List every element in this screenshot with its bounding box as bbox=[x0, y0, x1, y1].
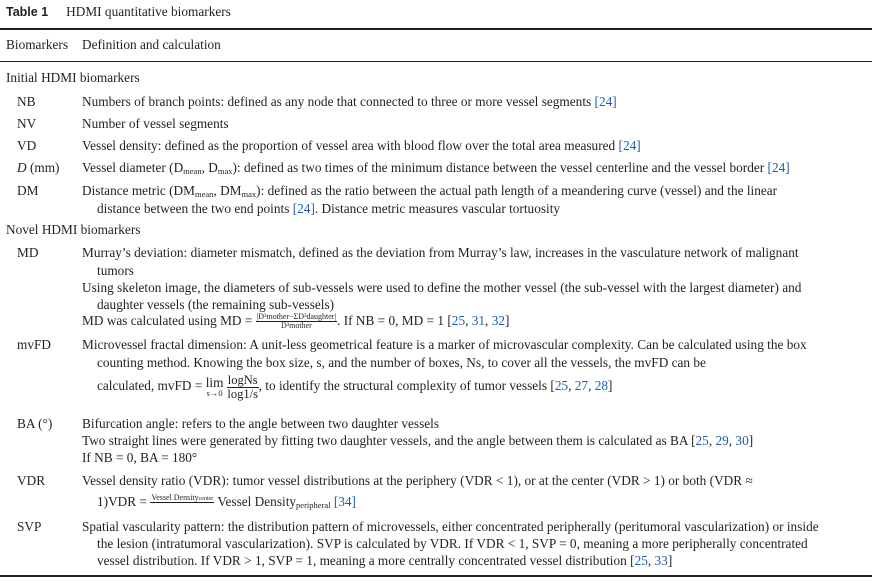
biomarker-dm-definition: Distance metric ($DM_{mean}$, $DM_{max}$): defined as the ratio between the actual path length of a meandering curve (vessel) and the linear bbox=[82, 183, 778, 199]
section-heading-initial: Initial HDMI biomarkers bbox=[6, 70, 140, 85]
biomarker-ba-abbr: BA (°) bbox=[17, 416, 53, 431]
biomarker-vdr-abbr: VDR bbox=[17, 473, 46, 488]
biomarker-md-formula: MD was calculated using MD = $\frac{\text{|D³mother−ΣD³daughter|}}{\text{D³mother}}$ . If NB = 0, MD = 1 [25, 31, 32] bbox=[82, 312, 510, 331]
biomarker-mvfd-definition: Microvessel fractal dimension: A unit-less geometrical feature is a marker of microvascular complexity. Can be calculated using the box bbox=[82, 337, 807, 352]
biomarker-mvfd-abbr: mvFD bbox=[17, 337, 51, 352]
header-rule bbox=[0, 61, 872, 62]
citation-link[interactable]: 25 bbox=[634, 553, 648, 568]
biomarker-ba-calculation: Two straight lines were generated by fitting two daughter vessels, and the angle between them is calculated as BA [25, 29, 30] bbox=[82, 433, 754, 448]
biomarker-md-abbr: MD bbox=[17, 245, 39, 260]
citation-link[interactable]: 32 bbox=[491, 313, 505, 328]
biomarker-svp-definition: Spatial vascularity pattern: the distribution pattern of microvessels, either concentrated peripherally (peritumoral vascularization) or inside bbox=[82, 519, 819, 534]
bottom-rule bbox=[0, 575, 872, 577]
column-header-biomarkers: Biomarkers bbox=[6, 37, 69, 52]
biomarker-vdr-formula: 1)VDR = Vessel Densitycenter Vessel Density$_{peripheral}$ [34] bbox=[97, 493, 356, 510]
citation-link[interactable]: 27 bbox=[574, 378, 589, 394]
column-header-definition: Definition and calculation bbox=[82, 37, 221, 52]
citation-link[interactable]: 25 bbox=[451, 313, 466, 328]
citation-link[interactable]: [24] bbox=[767, 160, 790, 175]
biomarker-ba-default: If NB = 0, BA = 180° bbox=[82, 450, 198, 465]
citation-link[interactable]: [24] bbox=[292, 201, 315, 216]
biomarker-vd-abbr: VD bbox=[17, 138, 37, 153]
biomarker-vd-definition: Vessel density: defined as the proportion of vessel area with blood flow over the total area measured [24] bbox=[82, 138, 641, 153]
table-title: HDMI quantitative biomarkers bbox=[66, 4, 231, 19]
mvfd-fraction: $\frac{\text{logNs}}{\log 1/s}$ bbox=[227, 373, 258, 401]
table-caption bbox=[6, 4, 231, 20]
biomarker-mvfd-formula: calculated, mvFD = lim s→0 $\frac{\text{logNs}}{\log 1/s}$ , to identify the structural complexity of tumor vessels [25, 27, 28] bbox=[97, 373, 613, 401]
biomarker-md-definition: Murray’s deviation: diameter mismatch, defined as the deviation from Murray’s law, increases in the vasculature network of malignant bbox=[82, 245, 799, 260]
biomarker-mvfd-definition-cont: counting method. Knowing the box size, s, and the number of boxes, Ns, to cover all the vessels, the mvFD can be bbox=[97, 355, 706, 370]
citation-link[interactable]: [34] bbox=[333, 494, 356, 509]
citation-link[interactable]: 28 bbox=[594, 378, 609, 394]
citation-link[interactable]: 33 bbox=[654, 553, 668, 568]
citation-link[interactable]: [24] bbox=[618, 138, 641, 153]
biomarker-svp-abbr: SVP bbox=[17, 519, 42, 534]
citation-link[interactable]: 31 bbox=[471, 313, 486, 328]
biomarker-md-skeleton-note: Using skeleton image, the diameters of sub-vessels were used to define the mother vessel (the sub-vessel with the largest diameter) and bbox=[82, 280, 802, 295]
biomarker-svp-definition-cont: the lesion (intratumoral vascularization). SVP is calculated by VDR. If VDR < 1, SVP = 0, meaning a more peripherally concentrated bbox=[97, 536, 808, 551]
table-label: Table 1 bbox=[6, 5, 49, 19]
biomarker-nv-definition: Number of vessel segments bbox=[82, 116, 229, 131]
biomarker-dm-abbr: DM bbox=[17, 183, 39, 198]
citation-link[interactable]: [24] bbox=[594, 94, 617, 109]
vdr-fraction: Vessel Densitycenter bbox=[151, 493, 214, 503]
top-rule bbox=[0, 28, 872, 30]
citation-link[interactable]: 25 bbox=[695, 433, 709, 448]
section-heading-novel: Novel HDMI biomarkers bbox=[6, 222, 141, 237]
citation-link[interactable]: 30 bbox=[735, 433, 749, 448]
biomarker-dm-definition-cont: distance between the two end points [24]. Distance metric measures vascular tortuosity bbox=[97, 201, 561, 216]
limit-operator: lim s→0 bbox=[205, 375, 224, 399]
citation-link[interactable]: 25 bbox=[554, 378, 569, 394]
biomarker-nb-definition: Numbers of branch points: defined as any node that connected to three or more vessel segments [24] bbox=[82, 94, 617, 109]
citation-link[interactable]: 29 bbox=[715, 433, 729, 448]
biomarker-d-definition: Vessel diameter ($D_{mean}$, $D_{max}$): defined as two times of the minimum distance between the vessel centerline and the vessel border [24] bbox=[82, 160, 790, 176]
biomarker-nb-abbr: NB bbox=[17, 94, 36, 109]
biomarker-vdr-definition: Vessel density ratio (VDR): tumor vessel distributions at the periphery (VDR < 1), or at the center (VDR > 1) or both (VDR ≈ bbox=[82, 473, 753, 488]
biomarker-nv-abbr: NV bbox=[17, 116, 37, 131]
biomarker-md-definition-cont: tumors bbox=[97, 263, 134, 278]
biomarker-d-abbr: D (mm) bbox=[17, 160, 60, 175]
md-fraction: $\frac{\text{|D³mother−ΣD³daughter|}}{\text{D³mother}}$ bbox=[256, 312, 337, 331]
biomarker-md-skeleton-note-cont: daughter vessels (the remaining sub-vessels) bbox=[97, 297, 335, 312]
biomarker-svp-definition-cont2: vessel distribution. If VDR > 1, SVP = 1, meaning a more centrally concentrated vessel distribution [25, 33] bbox=[97, 553, 673, 568]
biomarker-ba-definition: Bifurcation angle: refers to the angle between two daughter vessels bbox=[82, 416, 440, 431]
